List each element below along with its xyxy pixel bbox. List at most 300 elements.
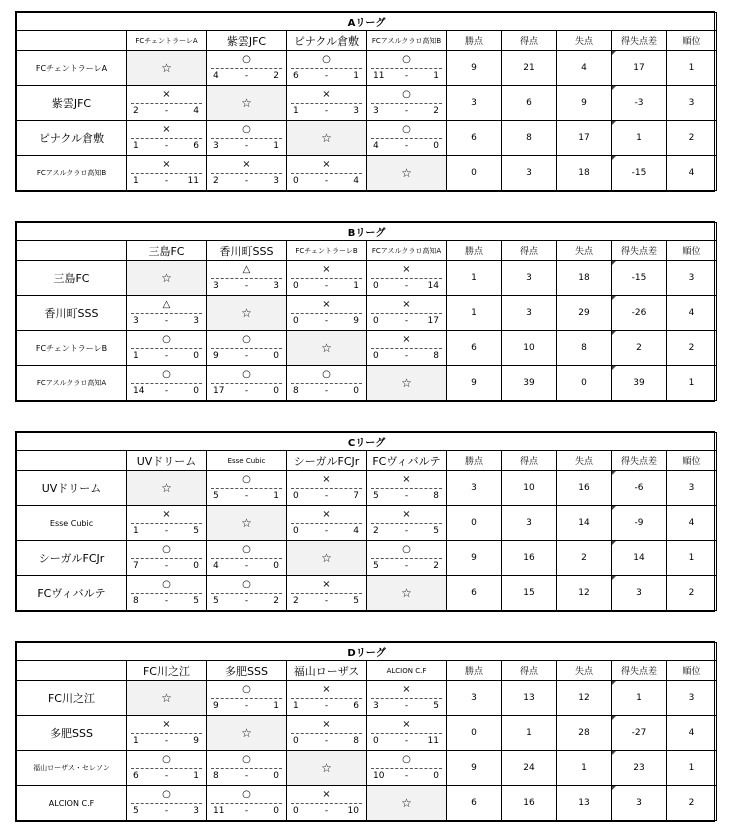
star-icon: ☆ [401,796,412,810]
match-result-symbol: ○ [242,124,251,135]
score-separator: - [404,701,409,711]
dashed-divider [131,523,202,524]
score-for: 7 [133,561,139,571]
score-against: 4 [353,176,359,186]
points-value: 6 [447,576,502,611]
score-against: 5 [353,596,359,606]
match-result-symbol: × [322,89,331,100]
points-header: 勝点 [447,451,502,471]
dashed-divider [211,383,282,384]
score-for: 2 [293,596,299,606]
score-against: 0 [273,351,279,361]
score-for: 9 [213,701,219,711]
dashed-divider [211,768,282,769]
score-separator: - [164,806,169,816]
self-match-cell [287,751,367,786]
rank-value: 2 [667,786,717,821]
gd-header: 得失点差 [612,451,667,471]
gd-value: 3 [612,576,667,611]
dashed-divider [131,103,202,104]
points-value: 3 [447,681,502,716]
match-cell [127,156,207,191]
gf-value: 13 [502,681,557,716]
dashed-divider [371,138,442,139]
score-separator: - [324,386,329,396]
match-cell [207,471,287,506]
score-against: 0 [273,386,279,396]
score-against: 5 [193,526,199,536]
score-for: 11 [213,806,225,816]
score-separator: - [164,386,169,396]
dashed-divider [131,558,202,559]
dashed-divider [371,313,442,314]
match-cell [367,261,447,296]
score-for: 0 [293,316,299,326]
score-against: 7 [353,491,359,501]
match-cell [127,541,207,576]
team-name: 香川町SSS [17,296,127,331]
team-row [17,506,717,541]
dashed-divider [371,558,442,559]
ga-value: 29 [557,296,612,331]
team-column-header: 紫雲JFC [207,31,287,51]
corner-cell [17,451,127,471]
score-for: 0 [293,176,299,186]
match-result-symbol: ○ [402,54,411,65]
points-value: 3 [447,86,502,121]
score-for: 0 [373,281,379,291]
team-column-header: 福山ローザス [287,661,367,681]
dashed-divider [131,803,202,804]
gd-value: 1 [612,681,667,716]
match-result-symbol: × [322,264,331,275]
match-result-symbol: × [322,509,331,520]
self-match-cell [127,51,207,86]
dashed-divider [291,173,362,174]
score-for: 4 [213,561,219,571]
match-cell [367,51,447,86]
rank-header: 順位 [667,451,717,471]
score-separator: - [244,176,249,186]
score-for: 5 [213,491,219,501]
dashed-divider [291,733,362,734]
score-separator: - [244,596,249,606]
match-result-symbol: × [162,509,171,520]
score-for: 1 [133,176,139,186]
dashed-divider [211,68,282,69]
team-row [17,786,717,821]
ga-value: 4 [557,51,612,86]
score-against: 5 [433,701,439,711]
score-separator: - [244,771,249,781]
gf-value: 16 [502,786,557,821]
score-against: 0 [433,771,439,781]
match-cell [287,296,367,331]
star-icon: ☆ [401,376,412,390]
points-value: 9 [447,366,502,401]
gd-header: 得失点差 [612,31,667,51]
score-for: 0 [293,491,299,501]
score-separator: - [324,281,329,291]
team-name: 三島FC [17,261,127,296]
rank-value: 3 [667,681,717,716]
team-name: 多肥SSS [17,716,127,751]
dashed-divider [371,733,442,734]
team-column-header: Esse Cubic [207,451,287,471]
self-match-cell [287,121,367,156]
match-cell [367,506,447,541]
score-against: 9 [193,736,199,746]
ga-value: 12 [557,681,612,716]
match-cell [287,471,367,506]
gf-header: 得点 [502,661,557,681]
points-value: 0 [447,716,502,751]
score-separator: - [404,526,409,536]
self-match-cell [127,261,207,296]
ga-value: 17 [557,121,612,156]
match-result-symbol: ○ [402,89,411,100]
match-result-symbol: ○ [242,754,251,765]
score-for: 3 [213,281,219,291]
score-for: 0 [293,281,299,291]
dashed-divider [211,558,282,559]
dashed-divider [211,138,282,139]
team-row [17,576,717,611]
team-name: ピナクル倉敷 [17,121,127,156]
points-value: 6 [447,786,502,821]
score-separator: - [404,316,409,326]
ga-value: 28 [557,716,612,751]
score-separator: - [404,736,409,746]
dashed-divider [291,383,362,384]
score-against: 0 [273,806,279,816]
ga-header: 失点 [557,661,612,681]
match-result-symbol: ○ [162,544,171,555]
score-separator: - [324,71,329,81]
score-against: 0 [433,141,439,151]
self-match-cell [367,786,447,821]
match-cell [207,156,287,191]
gd-value: 2 [612,331,667,366]
dashed-divider [211,593,282,594]
star-icon: ☆ [321,761,332,775]
team-name: FCヴィバルテ [17,576,127,611]
team-row [17,331,717,366]
dashed-divider [131,348,202,349]
gd-value: 39 [612,366,667,401]
match-cell [367,681,447,716]
match-cell [287,366,367,401]
match-result-symbol: × [402,474,411,485]
match-result-symbol: ○ [322,369,331,380]
score-against: 11 [427,736,439,746]
gf-value: 10 [502,331,557,366]
rank-value: 2 [667,121,717,156]
score-against: 6 [353,701,359,711]
match-result-symbol: ○ [162,369,171,380]
score-for: 2 [213,176,219,186]
star-icon: ☆ [161,691,172,705]
score-against: 1 [433,71,439,81]
match-result-symbol: × [402,719,411,730]
match-result-symbol: ○ [242,54,251,65]
match-result-symbol: ○ [242,684,251,695]
match-cell [127,751,207,786]
dashed-divider [371,68,442,69]
score-for: 1 [133,736,139,746]
match-cell [207,261,287,296]
star-icon: ☆ [321,131,332,145]
gf-value: 1 [502,716,557,751]
score-against: 5 [193,596,199,606]
gd-value: -9 [612,506,667,541]
match-result-symbol: △ [242,264,251,275]
score-against: 10 [347,806,359,816]
score-against: 0 [273,771,279,781]
star-icon: ☆ [321,341,332,355]
score-against: 3 [353,106,359,116]
gd-header: 得失点差 [612,241,667,261]
standings-table [16,642,717,821]
score-against: 1 [273,491,279,501]
team-column-header: 多肥SSS [207,661,287,681]
match-cell [207,51,287,86]
gf-value: 21 [502,51,557,86]
team-name: FCチェントラーレA [17,51,127,86]
score-separator: - [244,71,249,81]
match-result-symbol: × [322,579,331,590]
gd-value: -26 [612,296,667,331]
gd-value: 14 [612,541,667,576]
score-separator: - [404,561,409,571]
gf-value: 6 [502,86,557,121]
self-match-cell [287,331,367,366]
self-match-cell [127,471,207,506]
ga-value: 18 [557,156,612,191]
dashed-divider [371,768,442,769]
ga-value: 8 [557,331,612,366]
dashed-divider [131,383,202,384]
points-value: 0 [447,506,502,541]
team-name: シーガルFCJr [17,541,127,576]
ga-value: 1 [557,751,612,786]
points-value: 6 [447,121,502,156]
ga-value: 13 [557,786,612,821]
score-separator: - [164,176,169,186]
score-separator: - [404,491,409,501]
rank-value: 2 [667,331,717,366]
team-column-header: ALCION C.F [367,661,447,681]
match-result-symbol: ○ [242,789,251,800]
ga-value: 2 [557,541,612,576]
points-header: 勝点 [447,241,502,261]
score-for: 17 [213,386,225,396]
self-match-cell [207,506,287,541]
match-cell [207,751,287,786]
team-column-header: FCアスルクラロ高知B [367,31,447,51]
match-result-symbol: ○ [242,579,251,590]
self-match-cell [367,366,447,401]
team-row [17,366,717,401]
team-column-header: FCチェントラーレA [127,31,207,51]
gf-value: 16 [502,541,557,576]
match-cell [287,716,367,751]
dashed-divider [211,803,282,804]
match-result-symbol: ○ [402,124,411,135]
score-for: 3 [373,701,379,711]
match-result-symbol: × [322,159,331,170]
dashed-divider [211,173,282,174]
header-row [17,661,717,681]
match-result-symbol: × [402,299,411,310]
ga-header: 失点 [557,241,612,261]
dashed-divider [131,733,202,734]
score-for: 5 [213,596,219,606]
score-for: 8 [133,596,139,606]
score-separator: - [324,316,329,326]
match-result-symbol: × [402,684,411,695]
rank-value: 1 [667,51,717,86]
match-result-symbol: × [322,789,331,800]
score-for: 14 [133,386,145,396]
gf-header: 得点 [502,451,557,471]
score-separator: - [244,141,249,151]
score-separator: - [324,106,329,116]
dashed-divider [131,173,202,174]
rank-value: 2 [667,576,717,611]
league-title: Bリーグ [17,223,717,241]
score-separator: - [164,771,169,781]
score-separator: - [324,596,329,606]
score-separator: - [244,491,249,501]
rank-value: 4 [667,716,717,751]
league-title: Dリーグ [17,643,717,661]
self-match-cell [367,576,447,611]
match-result-symbol: × [162,124,171,135]
match-result-symbol: × [402,334,411,345]
score-against: 0 [353,386,359,396]
dashed-divider [211,278,282,279]
score-separator: - [164,106,169,116]
points-value: 9 [447,541,502,576]
gf-value: 3 [502,506,557,541]
dashed-divider [291,523,362,524]
match-cell [127,86,207,121]
team-name: FC川之江 [17,681,127,716]
score-against: 3 [193,806,199,816]
score-separator: - [164,736,169,746]
match-cell [287,576,367,611]
score-separator: - [324,526,329,536]
score-against: 2 [273,596,279,606]
dashed-divider [371,278,442,279]
gd-value: -3 [612,86,667,121]
dashed-divider [211,698,282,699]
dashed-divider [211,488,282,489]
score-for: 0 [293,806,299,816]
team-name: ALCION C.F [17,786,127,821]
score-for: 6 [133,771,139,781]
score-for: 1 [133,526,139,536]
league-table [15,431,715,612]
team-row [17,751,717,786]
score-against: 3 [273,281,279,291]
score-separator: - [404,351,409,361]
self-match-cell [207,716,287,751]
points-value: 3 [447,471,502,506]
score-for: 1 [133,351,139,361]
gd-value: 3 [612,786,667,821]
team-column-header: 三島FC [127,241,207,261]
rank-value: 4 [667,156,717,191]
match-result-symbol: ○ [162,754,171,765]
match-cell [287,506,367,541]
score-against: 0 [193,351,199,361]
team-column-header: FCアスルクラロ高知A [367,241,447,261]
score-against: 4 [353,526,359,536]
score-separator: - [164,351,169,361]
header-row [17,451,717,471]
score-for: 1 [293,701,299,711]
score-against: 0 [193,561,199,571]
score-separator: - [244,561,249,571]
dashed-divider [371,488,442,489]
header-row [17,31,717,51]
score-for: 3 [213,141,219,151]
match-cell [127,296,207,331]
team-column-header: 香川町SSS [207,241,287,261]
gf-value: 24 [502,751,557,786]
score-against: 6 [193,141,199,151]
gf-value: 39 [502,366,557,401]
match-cell [287,681,367,716]
self-match-cell [207,86,287,121]
dashed-divider [291,278,362,279]
score-against: 1 [273,141,279,151]
gd-header: 得失点差 [612,661,667,681]
self-match-cell [207,296,287,331]
score-separator: - [164,596,169,606]
match-cell [367,331,447,366]
match-result-symbol: × [162,159,171,170]
corner-cell [17,31,127,51]
score-separator: - [324,701,329,711]
score-for: 4 [213,71,219,81]
gd-value: 23 [612,751,667,786]
score-for: 8 [213,771,219,781]
score-separator: - [404,281,409,291]
gf-value: 15 [502,576,557,611]
team-row [17,296,717,331]
score-separator: - [404,106,409,116]
score-for: 10 [373,771,385,781]
star-icon: ☆ [161,481,172,495]
score-for: 0 [373,316,379,326]
match-cell [367,471,447,506]
score-for: 2 [133,106,139,116]
score-for: 0 [293,736,299,746]
team-column-header: ピナクル倉敷 [287,31,367,51]
ga-header: 失点 [557,31,612,51]
gf-value: 8 [502,121,557,156]
score-for: 11 [373,71,385,81]
score-for: 5 [373,561,379,571]
match-result-symbol: ○ [322,54,331,65]
gd-value: 1 [612,121,667,156]
score-against: 17 [427,316,439,326]
points-value: 1 [447,296,502,331]
ga-value: 12 [557,576,612,611]
